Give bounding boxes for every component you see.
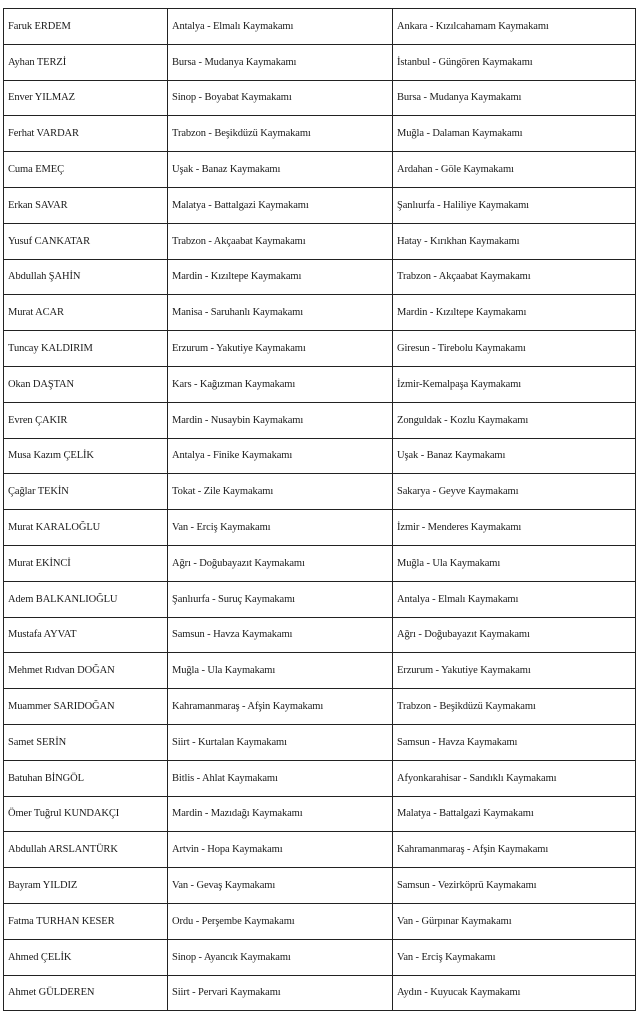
new-post-cell: Muğla - Ula Kaymakamı [393, 545, 636, 581]
current-post-cell: Siirt - Kurtalan Kaymakamı [168, 724, 393, 760]
current-post-cell: Erzurum - Yakutiye Kaymakamı [168, 331, 393, 367]
table-row [4, 152, 636, 188]
table-row [4, 832, 636, 868]
current-post-cell: Ağrı - Doğubayazıt Kaymakamı [168, 545, 393, 581]
table-row [4, 295, 636, 331]
new-post-cell: Ağrı - Doğubayazıt Kaymakamı [393, 617, 636, 653]
current-post-cell: Uşak - Banaz Kaymakamı [168, 152, 393, 188]
current-post-cell: Kahramanmaraş - Afşin Kaymakamı [168, 689, 393, 725]
table-row [4, 9, 636, 45]
official-name-cell: Çağlar TEKİN [4, 474, 168, 510]
current-post-cell: Antalya - Elmalı Kaymakamı [168, 9, 393, 45]
new-post-cell: Antalya - Elmalı Kaymakamı [393, 581, 636, 617]
official-name-cell: Fatma TURHAN KESER [4, 903, 168, 939]
table-row [4, 474, 636, 510]
official-name-cell: Musa Kazım ÇELİK [4, 438, 168, 474]
official-name-cell: Batuhan BİNGÖL [4, 760, 168, 796]
current-post-cell: Kars - Kağızman Kaymakamı [168, 366, 393, 402]
official-name-cell: Abdullah ŞAHİN [4, 259, 168, 295]
official-name-cell: Ahmet GÜLDEREN [4, 975, 168, 1011]
table-row [4, 187, 636, 223]
table-row [4, 868, 636, 904]
table-row [4, 259, 636, 295]
new-post-cell: Kahramanmaraş - Afşin Kaymakamı [393, 832, 636, 868]
table-row [4, 44, 636, 80]
current-post-cell: Muğla - Ula Kaymakamı [168, 653, 393, 689]
new-post-cell: Trabzon - Beşikdüzü Kaymakamı [393, 689, 636, 725]
new-post-cell: Van - Gürpınar Kaymakamı [393, 903, 636, 939]
current-post-cell: Siirt - Pervari Kaymakamı [168, 975, 393, 1011]
official-name-cell: Faruk ERDEM [4, 9, 168, 45]
appointment-document [3, 8, 635, 1011]
official-name-cell: Evren ÇAKIR [4, 402, 168, 438]
appointment-table-body [4, 9, 636, 1011]
new-post-cell: Afyonkarahisar - Sandıklı Kaymakamı [393, 760, 636, 796]
table-row [4, 689, 636, 725]
new-post-cell: Uşak - Banaz Kaymakamı [393, 438, 636, 474]
official-name-cell: Murat KARALOĞLU [4, 510, 168, 546]
table-row [4, 223, 636, 259]
new-post-cell: Trabzon - Akçaabat Kaymakamı [393, 259, 636, 295]
new-post-cell: Erzurum - Yakutiye Kaymakamı [393, 653, 636, 689]
new-post-cell: İstanbul - Güngören Kaymakamı [393, 44, 636, 80]
official-name-cell: Ferhat VARDAR [4, 116, 168, 152]
official-name-cell: Okan DAŞTAN [4, 366, 168, 402]
table-row [4, 402, 636, 438]
new-post-cell: Muğla - Dalaman Kaymakamı [393, 116, 636, 152]
new-post-cell: Şanlıurfa - Haliliye Kaymakamı [393, 187, 636, 223]
table-row [4, 331, 636, 367]
current-post-cell: Van - Erciş Kaymakamı [168, 510, 393, 546]
table-row [4, 545, 636, 581]
official-name-cell: Erkan SAVAR [4, 187, 168, 223]
new-post-cell: Malatya - Battalgazi Kaymakamı [393, 796, 636, 832]
official-name-cell: Yusuf CANKATAR [4, 223, 168, 259]
official-name-cell: Ahmed ÇELİK [4, 939, 168, 975]
new-post-cell: Mardin - Kızıltepe Kaymakamı [393, 295, 636, 331]
table-row [4, 510, 636, 546]
table-row [4, 617, 636, 653]
official-name-cell: Ömer Tuğrul KUNDAKÇI [4, 796, 168, 832]
appointment-table [3, 8, 636, 1011]
official-name-cell: Tuncay KALDIRIM [4, 331, 168, 367]
current-post-cell: Mardin - Mazıdağı Kaymakamı [168, 796, 393, 832]
official-name-cell: Mustafa AYVAT [4, 617, 168, 653]
official-name-cell: Ayhan TERZİ [4, 44, 168, 80]
official-name-cell: Mehmet Rıdvan DOĞAN [4, 653, 168, 689]
new-post-cell: Samsun - Vezirköprü Kaymakamı [393, 868, 636, 904]
current-post-cell: Van - Gevaş Kaymakamı [168, 868, 393, 904]
table-row [4, 796, 636, 832]
new-post-cell: Hatay - Kırıkhan Kaymakamı [393, 223, 636, 259]
official-name-cell: Murat ACAR [4, 295, 168, 331]
new-post-cell: Bursa - Mudanya Kaymakamı [393, 80, 636, 116]
table-row [4, 903, 636, 939]
current-post-cell: Antalya - Finike Kaymakamı [168, 438, 393, 474]
current-post-cell: Manisa - Saruhanlı Kaymakamı [168, 295, 393, 331]
current-post-cell: Mardin - Nusaybin Kaymakamı [168, 402, 393, 438]
table-row [4, 939, 636, 975]
table-row [4, 724, 636, 760]
table-row [4, 975, 636, 1011]
new-post-cell: Zonguldak - Kozlu Kaymakamı [393, 402, 636, 438]
new-post-cell: Giresun - Tirebolu Kaymakamı [393, 331, 636, 367]
new-post-cell: İzmir - Menderes Kaymakamı [393, 510, 636, 546]
current-post-cell: Şanlıurfa - Suruç Kaymakamı [168, 581, 393, 617]
official-name-cell: Cuma EMEÇ [4, 152, 168, 188]
current-post-cell: Bitlis - Ahlat Kaymakamı [168, 760, 393, 796]
current-post-cell: Malatya - Battalgazi Kaymakamı [168, 187, 393, 223]
current-post-cell: Trabzon - Beşikdüzü Kaymakamı [168, 116, 393, 152]
new-post-cell: Samsun - Havza Kaymakamı [393, 724, 636, 760]
table-row [4, 80, 636, 116]
current-post-cell: Artvin - Hopa Kaymakamı [168, 832, 393, 868]
new-post-cell: Aydın - Kuyucak Kaymakamı [393, 975, 636, 1011]
table-row [4, 760, 636, 796]
current-post-cell: Trabzon - Akçaabat Kaymakamı [168, 223, 393, 259]
current-post-cell: Sinop - Boyabat Kaymakamı [168, 80, 393, 116]
official-name-cell: Samet SERİN [4, 724, 168, 760]
official-name-cell: Murat EKİNCİ [4, 545, 168, 581]
table-row [4, 653, 636, 689]
current-post-cell: Ordu - Perşembe Kaymakamı [168, 903, 393, 939]
current-post-cell: Samsun - Havza Kaymakamı [168, 617, 393, 653]
official-name-cell: Muammer SARIDOĞAN [4, 689, 168, 725]
new-post-cell: Van - Erciş Kaymakamı [393, 939, 636, 975]
table-row [4, 581, 636, 617]
new-post-cell: Ankara - Kızılcahamam Kaymakamı [393, 9, 636, 45]
official-name-cell: Bayram YILDIZ [4, 868, 168, 904]
table-row [4, 116, 636, 152]
current-post-cell: Mardin - Kızıltepe Kaymakamı [168, 259, 393, 295]
official-name-cell: Adem BALKANLIOĞLU [4, 581, 168, 617]
official-name-cell: Abdullah ARSLANTÜRK [4, 832, 168, 868]
current-post-cell: Bursa - Mudanya Kaymakamı [168, 44, 393, 80]
new-post-cell: İzmir-Kemalpaşa Kaymakamı [393, 366, 636, 402]
new-post-cell: Ardahan - Göle Kaymakamı [393, 152, 636, 188]
new-post-cell: Sakarya - Geyve Kaymakamı [393, 474, 636, 510]
table-row [4, 366, 636, 402]
current-post-cell: Sinop - Ayancık Kaymakamı [168, 939, 393, 975]
current-post-cell: Tokat - Zile Kaymakamı [168, 474, 393, 510]
table-row [4, 438, 636, 474]
official-name-cell: Enver YILMAZ [4, 80, 168, 116]
